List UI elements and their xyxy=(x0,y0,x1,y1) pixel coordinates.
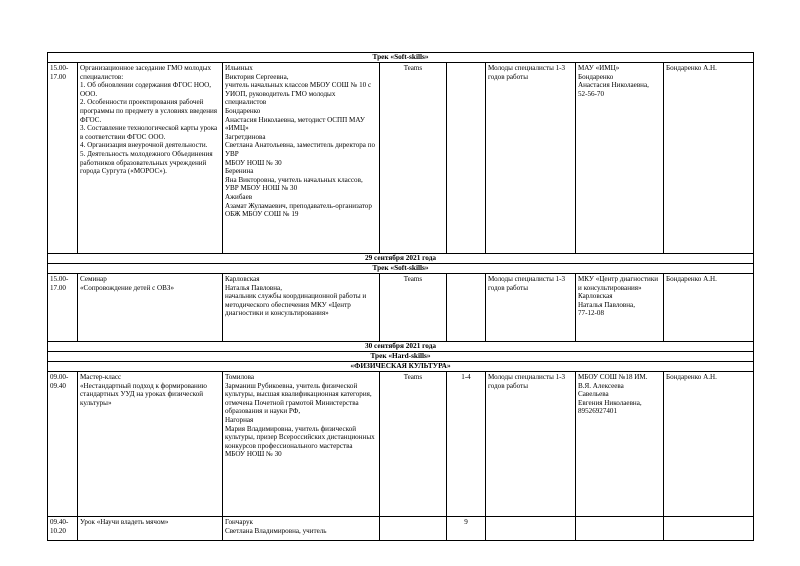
subject-header: «ФИЗИЧЕСКАЯ КУЛЬТУРА» xyxy=(48,362,754,372)
contact-cell: МБОУ СОШ №18 ИМ. В.Я. Алексеева Савельева Евгения Николаевна, 89526927401 xyxy=(576,372,664,517)
program-table xyxy=(47,52,754,541)
event-title-cell: Семинар «Сопровождение детей с ОВЗ» xyxy=(78,274,223,342)
responsible-cell: Бондаренко А.Н. xyxy=(664,63,754,254)
responsible-cell: Бондаренко А.Н. xyxy=(664,372,754,517)
event-title-cell: Мастер-класс «Нестандартный подход к формированию стандартных УУД на уроках физической культуры» xyxy=(78,372,223,517)
track-header-row xyxy=(48,352,754,362)
track-header-row xyxy=(48,53,754,63)
time-cell: 09.00- 09.40 xyxy=(48,372,78,517)
speakers-cell: Томилова Зарманиш Рубикоевна, учитель физической культуры, высшая квалификационная категория, отмечена Почетной грамотой Министерства образования и науки РФ, Нагорная Мария Владимировна, учитель физической культуры, призер Всероссийских дистанционных конкурсов профессионального мастерства МБОУ НОШ № 30 xyxy=(223,372,380,517)
date-header: 30 сентября 2021 года xyxy=(48,342,754,352)
contact-cell: МКУ «Центр диагностики и консультирования» Карловская Наталья Павловна, 77-12-08 xyxy=(576,274,664,342)
track-header-row xyxy=(48,264,754,274)
count-cell: 1-4 xyxy=(447,372,486,517)
count-cell xyxy=(447,63,486,254)
responsible-cell: Бондаренко А.Н. xyxy=(664,274,754,342)
table-row xyxy=(48,372,754,517)
audience-cell: Молоды специалисты 1-3 годов работы xyxy=(486,274,576,342)
time-cell: 09.40- 10.20 xyxy=(48,517,78,541)
time-cell: 15.00- 17.00 xyxy=(48,63,78,254)
table-row xyxy=(48,274,754,342)
count-cell xyxy=(447,274,486,342)
speakers-cell: Гончарук Светлана Владимировна, учитель xyxy=(223,517,380,541)
contact-cell xyxy=(576,517,664,541)
table-row xyxy=(48,517,754,541)
track-hard-skills-header: Трек «Hard-skills» xyxy=(48,352,754,362)
platform-cell xyxy=(380,517,447,541)
responsible-cell xyxy=(664,517,754,541)
audience-cell xyxy=(486,517,576,541)
speakers-cell: Ильиных Виктория Сергеевна, учитель начальных классов МБОУ СОШ № 10 с УИОП, руководитель ГМО молодых специалистов Бондаренко Анастасия Николаевна, методист ОСПП МАУ «ИМЦ» Загретдинова Светлана Анатольевна, заместитель директора по УВР МБОУ НОШ № 30 Беренина Яна Викторовна, учитель начальных классов, УВР МБОУ НОШ № 30 Ажибаев Азамат Жуламаевич, преподаватель-организатор ОБЖ МБОУ СОШ № 19 xyxy=(223,63,380,254)
audience-cell: Молоды специалисты 1-3 годов работы xyxy=(486,63,576,254)
audience-cell: Молоды специалисты 1-3 годов работы xyxy=(486,372,576,517)
date-header-row xyxy=(48,342,754,352)
event-title-cell: Урок «Научи владеть мячом» xyxy=(78,517,223,541)
track-soft-skills-header: Трек «Soft-skills» xyxy=(48,53,754,63)
table-row xyxy=(48,63,754,254)
platform-cell: Teams xyxy=(380,63,447,254)
date-header: 29 сентября 2021 года xyxy=(48,254,754,264)
track-soft-skills-header: Трек «Soft-skills» xyxy=(48,264,754,274)
speakers-cell: Карловская Наталья Павловна, начальник службы координационной работы и методического обеспечения МКУ «Центр диагностики и консультирования» xyxy=(223,274,380,342)
time-cell: 15.00- 17.00 xyxy=(48,274,78,342)
date-header-row xyxy=(48,254,754,264)
platform-cell: Teams xyxy=(380,274,447,342)
contact-cell: МАУ «ИМЦ» Бондаренко Анастасия Николаевна, 52-56-70 xyxy=(576,63,664,254)
event-title-cell: Организационное заседание ГМО молодых специалистов: 1. Об обновлении содержания ФГОС НОО, ООО. 2. Особенности проектирования рабочей программы по предмету в условиях введения ФГОС. 3. Составление технологической карты урока в соответствии ФГОС ООО. 4. Организация внеурочной деятельности. 5. Деятельность молодежного Объединения работников образовательных учреждений города Сургута («МОРОС»). xyxy=(78,63,223,254)
count-cell: 9 xyxy=(447,517,486,541)
subject-header-row xyxy=(48,362,754,372)
platform-cell: Teams xyxy=(380,372,447,517)
